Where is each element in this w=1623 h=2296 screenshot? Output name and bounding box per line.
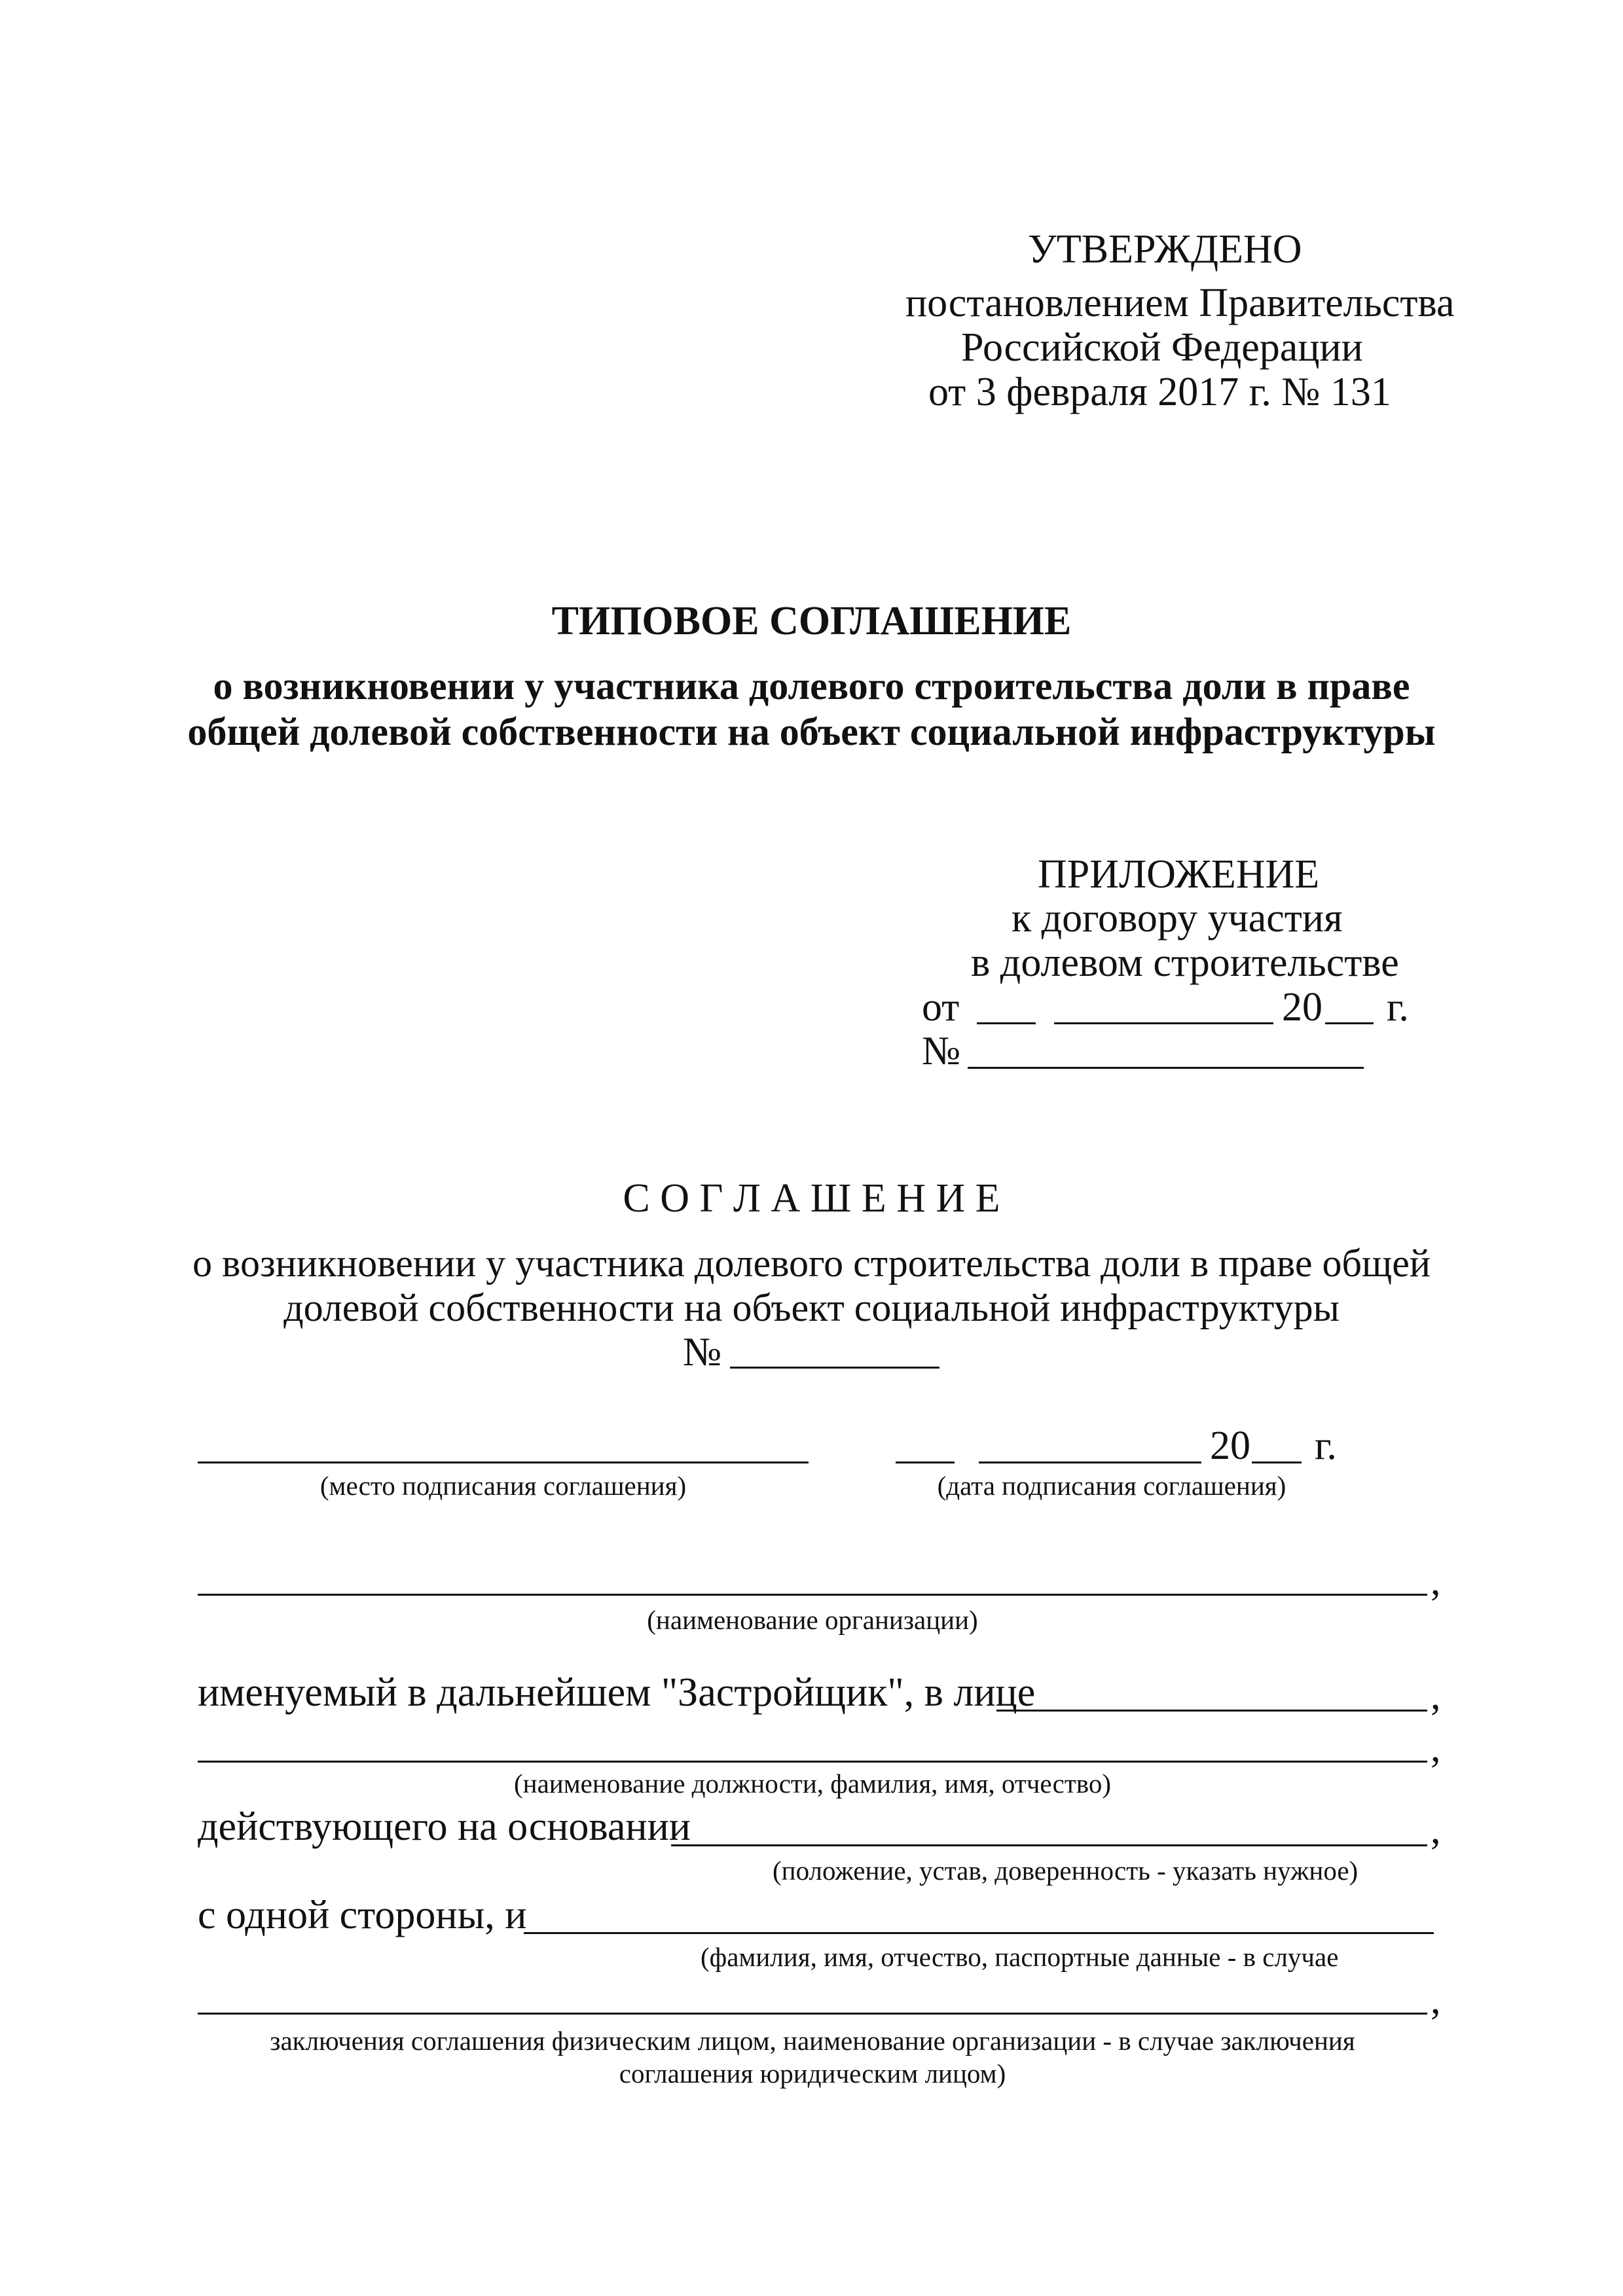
position-name-field[interactable] [198, 1761, 1427, 1763]
organization-comma: , [1431, 1559, 1441, 1604]
basis-caption: (положение, устав, доверенность - указать нужное) [773, 1856, 1359, 1886]
basis-text: действующего на основании [198, 1804, 691, 1849]
appendix-date-prefix: от [922, 985, 960, 1030]
appendix-year-prefix: 20 [1282, 985, 1322, 1030]
party-caption-line-2: заключения соглашения физическим лицом, наименование организации - в случае заключения [270, 2026, 1355, 2056]
appendix-number-field[interactable] [968, 1067, 1364, 1069]
agreement-heading: С О Г Л А Ш Е Н И Е [623, 1176, 1000, 1221]
signing-year-field[interactable] [1252, 1462, 1302, 1463]
agreement-subtitle-line-1: о возникновении у участника долевого строительства доли в праве общей [192, 1242, 1431, 1285]
appendix-line-1: к договору участия [1012, 896, 1343, 941]
agreement-number-label: № [683, 1330, 722, 1374]
agreement-number-field[interactable] [730, 1367, 939, 1369]
signing-year-prefix: 20 [1210, 1424, 1250, 1468]
appendix-line-2: в долевом строительстве [971, 941, 1399, 985]
signing-day-field[interactable] [896, 1462, 955, 1463]
signing-year-suffix: г. [1315, 1424, 1337, 1468]
appendix-number-label: № [922, 1029, 961, 1073]
appendix-day-field[interactable] [977, 1022, 1036, 1024]
signing-date-caption: (дата подписания соглашения) [937, 1471, 1286, 1501]
appendix-year-suffix: г. [1387, 985, 1409, 1030]
representative-comma: , [1431, 1674, 1441, 1718]
document-title: ТИПОВОЕ СОГЛАШЕНИЕ [551, 599, 1072, 643]
organization-name-field[interactable] [198, 1594, 1427, 1596]
representative-field[interactable] [996, 1710, 1427, 1712]
position-caption: (наименование должности, фамилия, имя, отчество) [513, 1768, 1111, 1799]
approval-line-2: Российской Федерации [961, 325, 1363, 370]
signing-place-caption: (место подписания соглашения) [319, 1471, 687, 1501]
signing-place-field[interactable] [198, 1462, 809, 1463]
position-comma: , [1431, 1726, 1441, 1770]
party-caption-line-3: соглашения юридическим лицом) [619, 2058, 1006, 2089]
approval-line-1: постановлением Правительства [905, 281, 1455, 325]
organization-caption: (наименование организации) [647, 1605, 978, 1635]
approval-heading: УТВЕРЖДЕНО [1028, 227, 1302, 272]
party-field[interactable] [524, 1932, 1434, 1934]
approval-line-3: от 3 февраля 2017 г. № 131 [928, 370, 1391, 414]
appendix-month-field[interactable] [1054, 1022, 1273, 1024]
appendix-year-field[interactable] [1325, 1022, 1374, 1024]
basis-field[interactable] [671, 1844, 1427, 1846]
agreement-subtitle-line-2: долевой собственности на объект социальной инфраструктуры [283, 1286, 1340, 1329]
party-details-field[interactable] [198, 2013, 1427, 2015]
document-subtitle-line-2: общей долевой собственности на объект социальной инфраструктуры [187, 710, 1436, 753]
party-text: с одной стороны, и [198, 1893, 527, 1937]
document-subtitle-line-1: о возникновении у участника долевого строительства доли в праве [213, 664, 1410, 708]
basis-comma: , [1431, 1808, 1441, 1852]
signing-month-field[interactable] [979, 1462, 1201, 1463]
appendix-heading: ПРИЛОЖЕНИЕ [1038, 852, 1320, 897]
party-details-comma: , [1431, 1978, 1441, 2022]
developer-text: именуемый в дальнейшем "Застройщик", в лице [198, 1670, 1036, 1715]
party-caption-line-1: (фамилия, имя, отчество, паспортные данные - в случае [701, 1942, 1339, 1972]
